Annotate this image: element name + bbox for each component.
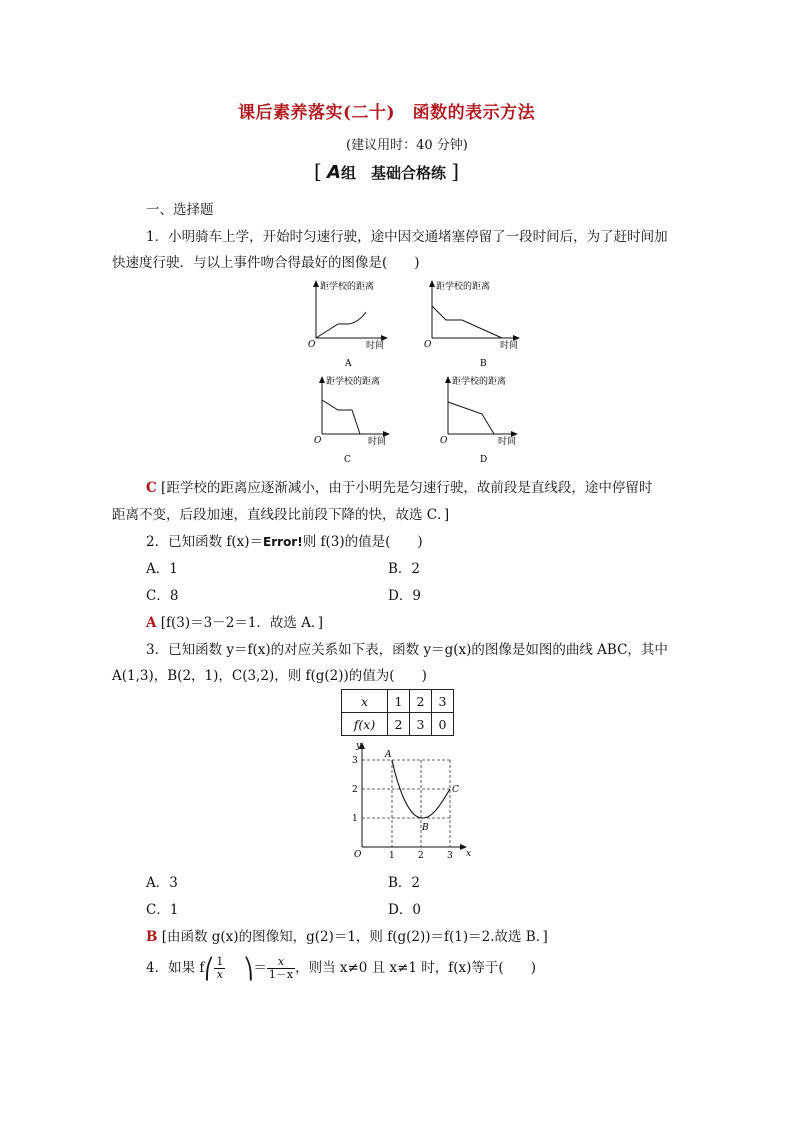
graph-b-xlabel: 时间 xyxy=(500,341,519,351)
q4-stem: 4．如果 f⎛ $\frac{1}{x}$ ⎞＝ $\frac{x}{1-x}$ ，则当 x≠0 且 x≠1 时，f(x)等于( ) xyxy=(146,955,536,981)
q1-answer-line1: [距学校的距离应逐渐减小，由于小明先是匀速行驶，故前段是直线段，途中停留时 xyxy=(161,480,653,496)
q4-prefix: 4．如果 f xyxy=(146,960,205,976)
q2-answer-text: [f(3)＝3－2＝1．故选 A．] xyxy=(160,615,323,631)
graph-d-origin: O xyxy=(440,436,448,446)
group-label: 组 基础合格练 xyxy=(340,164,446,182)
group-letter: A xyxy=(327,162,341,183)
table-cell: x xyxy=(342,690,388,713)
q3-x-tick: 3 xyxy=(447,851,453,861)
q3-x-tick: 2 xyxy=(418,851,424,861)
q2-suffix: 则 f(3)的值是( ) xyxy=(302,534,423,550)
q3-x-tick: 1 xyxy=(389,851,395,861)
q3-answer-letter: B xyxy=(146,929,158,945)
q1-answer-line2: 距离不变，后段加速，直线段比前段下降的快，故选 C．] xyxy=(112,507,450,523)
q1-answer xyxy=(146,476,652,496)
graph-c-xlabel: 时间 xyxy=(368,437,387,447)
graph-a-origin: O xyxy=(308,340,316,350)
graph-c-label: C xyxy=(344,455,351,465)
q3-option-b: B．2 xyxy=(388,875,421,891)
graph-b-ylabel: 距学校的距离 xyxy=(436,282,491,292)
graph-c-ylabel: 距学校的距离 xyxy=(326,377,381,387)
graph-b-label: B xyxy=(480,359,487,369)
point-a-label: A xyxy=(385,750,392,760)
q3-value-table xyxy=(341,689,454,736)
q3-y-tick: 2 xyxy=(352,785,358,795)
q2-prefix: 2．已知函数 f(x)＝ xyxy=(146,534,264,550)
q2-option-c: C．8 xyxy=(146,588,179,604)
table-cell: 0 xyxy=(432,713,454,736)
graph-d-ylabel: 距学校的距离 xyxy=(452,377,507,387)
q2-stem xyxy=(146,530,423,550)
q3-option-c: C．1 xyxy=(146,902,179,918)
q4-suffix: ，则当 x≠0 且 x≠1 时，f(x)等于( ) xyxy=(295,960,536,976)
q3-answer xyxy=(146,925,548,945)
q2-error-text: Error! xyxy=(263,535,303,549)
q4-fraction-1: $\frac{1}{x}$ xyxy=(216,955,224,981)
left-bracket: [ xyxy=(314,159,322,183)
table-cell: 3 xyxy=(432,690,454,713)
q2-option-d: D．9 xyxy=(388,588,421,604)
q1-line2: 快速度行驶．与以上事件吻合得最好的图像是( ) xyxy=(112,255,420,271)
q3-answer-text: [由函数 g(x)的图像知，g(2)＝1，则 f(g(2))＝f(1)＝2.故选 B．] xyxy=(161,929,548,945)
graph-d-xlabel: 时间 xyxy=(498,437,517,447)
table-cell: 2 xyxy=(388,713,410,736)
right-bracket: ] xyxy=(451,159,460,183)
section-heading: 一、选择题 xyxy=(146,202,214,218)
q1-graphs xyxy=(290,276,540,466)
q3-y-tick: 3 xyxy=(352,756,358,766)
graph-a-xlabel: 时间 xyxy=(366,341,385,351)
q4-equals: ＝ xyxy=(253,960,267,976)
q1-answer-letter: C xyxy=(146,480,157,496)
q2-answer xyxy=(146,611,323,631)
q2-option-a: A．1 xyxy=(146,561,178,577)
graph-a xyxy=(308,280,388,369)
graph-d-label: D xyxy=(480,455,488,465)
table-row xyxy=(342,713,454,736)
graph-b xyxy=(424,280,520,369)
q4-fraction-2: $\frac{x}{1-x}$ xyxy=(268,955,294,981)
q3-x-axis-label: x xyxy=(466,849,472,859)
q3-line2: A(1,3)，B(2，1)，C(3,2)，则 f(g(2))的值为( ) xyxy=(112,668,427,684)
graph-b-origin: O xyxy=(424,340,432,350)
table-cell: 1 xyxy=(388,690,410,713)
q2-answer-letter: A xyxy=(146,615,157,631)
q3-option-a: A．3 xyxy=(146,875,178,891)
table-cell: 3 xyxy=(410,713,432,736)
q1-line1: 1．小明骑车上学，开始时匀速行驶，途中因交通堵塞停留了一段时间后，为了赶时间加 xyxy=(146,229,668,245)
page-title: 课后素养落实(二十) 函数的表示方法 xyxy=(238,103,536,123)
graph-d xyxy=(440,375,518,465)
table-cell: f(x) xyxy=(342,713,388,736)
point-b-label: B xyxy=(422,823,429,833)
q3-option-d: D．0 xyxy=(388,902,421,918)
graph-a-ylabel: 距学校的距离 xyxy=(320,282,375,292)
graph-c xyxy=(314,375,390,465)
q3-plot xyxy=(345,738,477,862)
q3-y-axis-label: y xyxy=(356,741,362,751)
q2-option-b: B．2 xyxy=(388,561,421,577)
graph-a-label: A xyxy=(345,359,352,369)
table-cell: 2 xyxy=(410,690,432,713)
group-heading xyxy=(314,159,459,183)
q3-y-tick: 1 xyxy=(352,814,358,824)
table-row xyxy=(342,690,454,713)
graph-c-origin: O xyxy=(314,436,322,446)
q3-line1: 3．已知函数 y＝f(x)的对应关系如下表，函数 y＝g(x)的图像是如图的曲线 ABC，其中 xyxy=(146,642,668,658)
q3-origin: O xyxy=(354,850,362,860)
time-note: (建议用时：40 分钟) xyxy=(346,138,468,153)
point-c-label: C xyxy=(452,785,459,795)
